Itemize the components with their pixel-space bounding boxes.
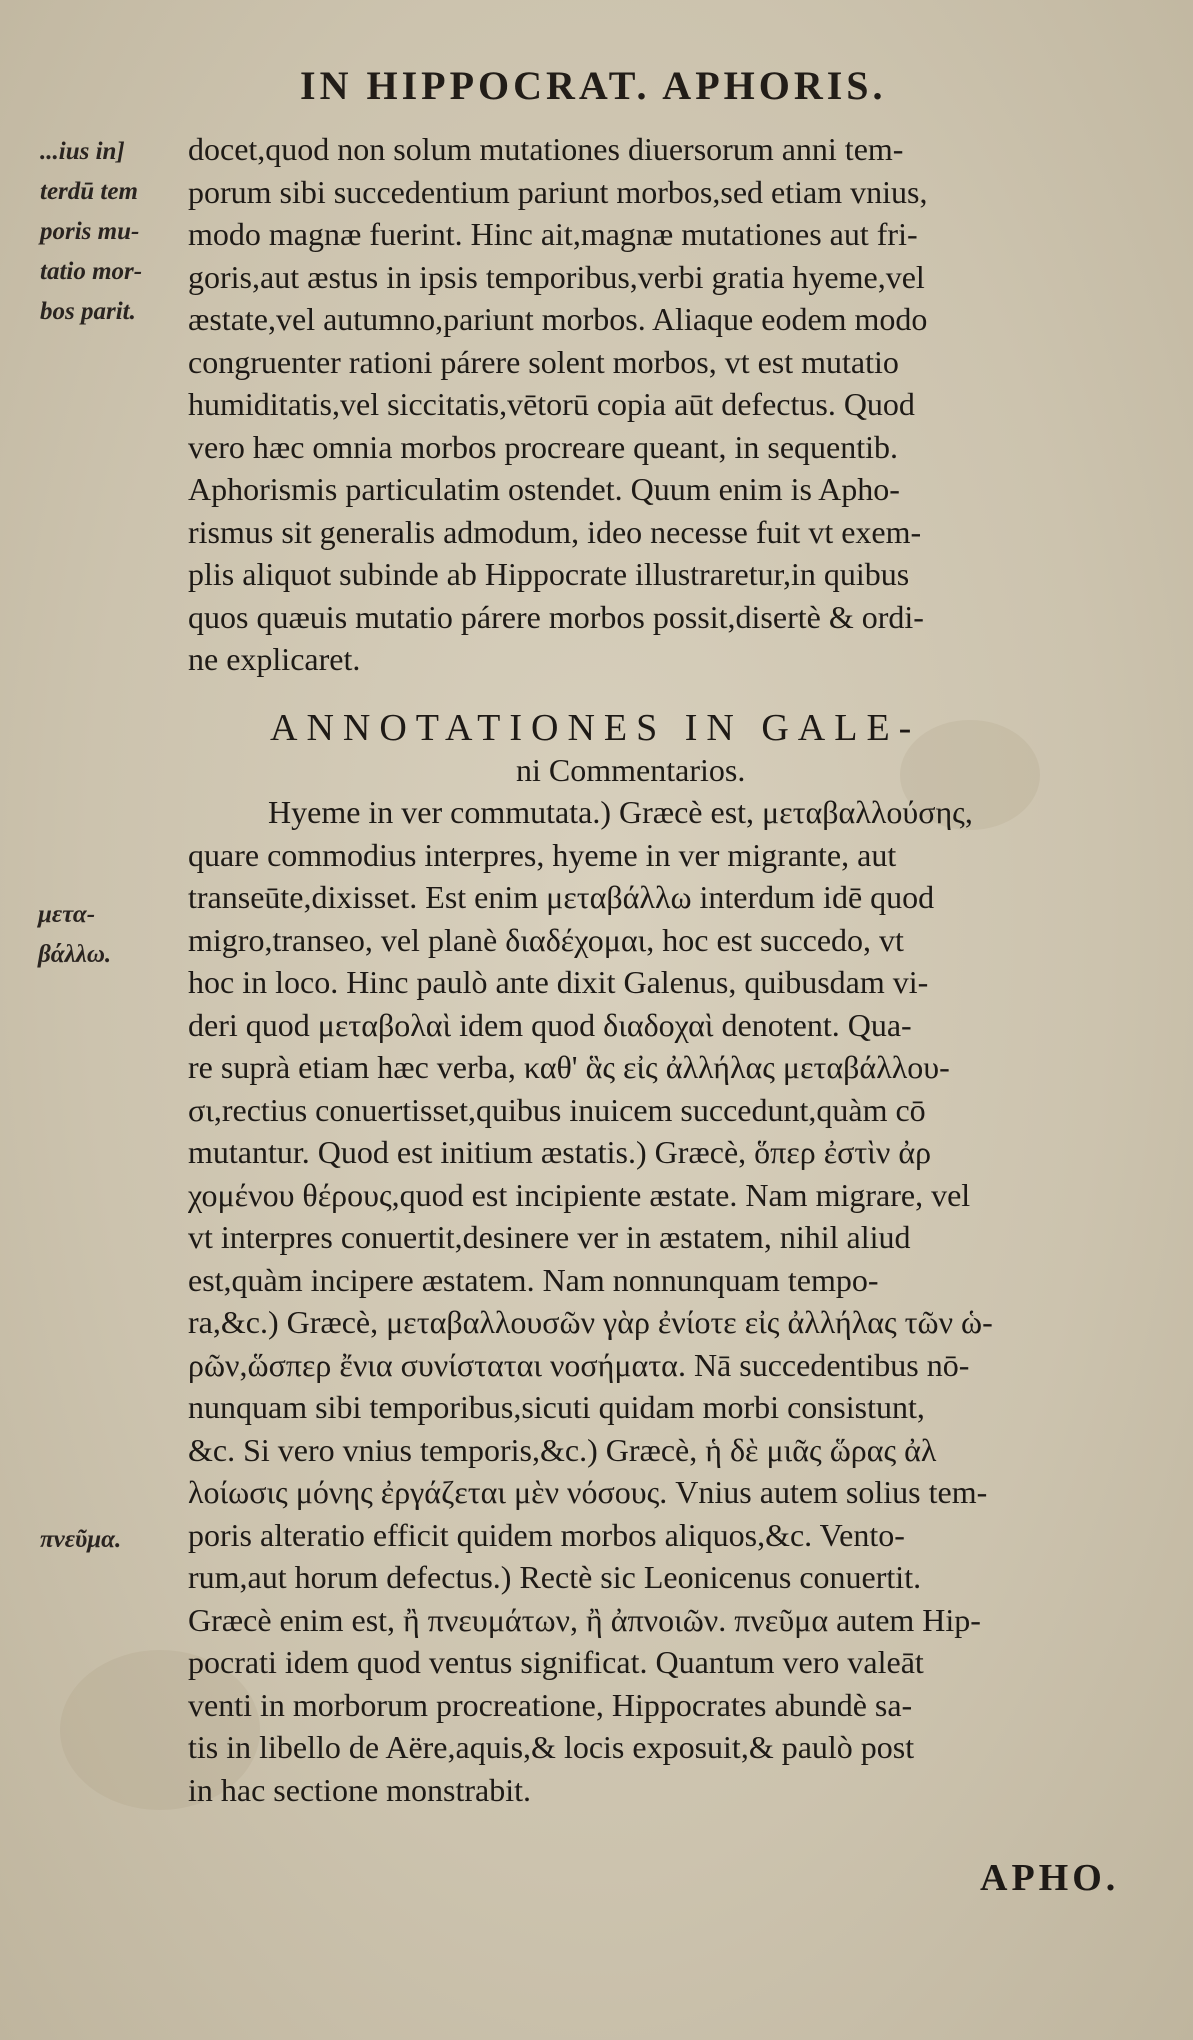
text-line: rismus sit generalis admodum, ideo necesse fuit vt exem- <box>188 513 922 550</box>
section-heading-continued: ni Commentarios. <box>516 752 746 788</box>
margin-note-line: πνεῦμα. <box>40 1526 122 1553</box>
margin-note-line: bos parit. <box>40 298 136 325</box>
text-line: nunquam sibi temporibus,sicuti quidam morbi consistunt, <box>188 1389 925 1425</box>
text-line: quos quæuis mutatio párere morbos possit,disertè & ordi- <box>188 598 924 635</box>
text-line: plis aliquot subinde ab Hippocrate illustraretur,in quibus <box>188 556 910 592</box>
margin-note-line: terdū tem <box>40 178 138 205</box>
text-line: goris,aut æstus in ipsis temporibus,verbi gratia hyeme,vel <box>188 258 925 295</box>
text-line: σι,rectius conuertisset,quibus inuicem succedunt,quàm cō <box>188 1091 926 1128</box>
text-line: &c. Si vero vnius temporis,&c.) Græcè, ἡ δὲ μιᾶς ὥρας ἀλ <box>188 1431 937 1468</box>
catchword: APHO. <box>980 1857 1120 1899</box>
text-line: docet,quod non solum mutationes diuersorum anni tem- <box>188 131 904 167</box>
text-line: ra,&c.) Græcè, μεταβαλλουσῶν γὰρ ἐνίοτε εἰς ἀλλήλας τῶν ὡ- <box>188 1304 993 1340</box>
text-line: vero hæc omnia morbos procreare queant, in sequentib. <box>188 428 898 465</box>
text-line: est,quàm incipere æstatem. Nam nonnunquam tempo- <box>188 1261 879 1298</box>
margin-note-line: tatio mor- <box>40 258 143 285</box>
section-heading: ANNOTATIONES IN GALE- <box>270 707 921 749</box>
text-line: Hyeme in ver commutata.) Græcè est, μεταβαλλούσης, <box>268 794 973 830</box>
margin-note-3 <box>40 1520 180 1560</box>
margin-note-line: poris mu- <box>40 218 140 245</box>
text-line: deri quod μεταβολαὶ idem quod διαδοχαὶ denotent. Qua- <box>188 1006 912 1043</box>
text-line: poris alteratio efficit quidem morbos aliquos,&c. Vento- <box>188 1516 905 1553</box>
text-line: porum sibi succedentium pariunt morbos,sed etiam vnius, <box>188 173 928 210</box>
text-line: quare commodius interpres, hyeme in ver migrante, aut <box>188 836 897 873</box>
text-line: in hac sectione monstrabit. <box>188 1771 532 1808</box>
running-head: IN HIPPOCRAT. APHORIS. <box>300 63 887 108</box>
annotations-text <box>188 791 1143 1811</box>
text-line: modo magnæ fuerint. Hinc ait,magnæ mutationes aut fri- <box>188 216 918 252</box>
text-line: migro,transeo, vel planè διαδέχομαι, hoc est succedo, vt <box>188 921 904 958</box>
text-line: tis in libello de Aëre,aquis,& locis exposuit,& paulò post <box>188 1729 915 1765</box>
margin-note-2 <box>38 895 178 975</box>
text-line: humiditatis,vel siccitatis,vētorū copia aūt defectus. Quod <box>188 386 915 422</box>
margin-note-line: βάλλω. <box>38 941 112 968</box>
text-line: rum,aut horum defectus.) Rectè sic Leonicenus conuertit. <box>188 1559 922 1595</box>
commentary-text <box>188 128 1143 681</box>
text-line: Aphorismis particulatim ostendet. Quum enim is Apho- <box>188 471 900 507</box>
margin-note-line: μετα- <box>38 901 96 928</box>
text-line: re suprà etiam hæc verba, καθ' ἃς εἰς ἀλλήλας μεταβάλλου- <box>188 1049 950 1085</box>
text-line: congruenter rationi párere solent morbos, vt est mutatio <box>188 343 899 380</box>
text-line: pocrati idem quod ventus significat. Quantum vero valeāt <box>188 1644 924 1680</box>
margin-note-1 <box>40 132 190 332</box>
text-line: vt interpres conuertit,desinere ver in æstatem, nihil aliud <box>188 1219 911 1255</box>
text-line: mutantur. Quod est initium æstatis.) Græcè, ὅπερ ἐστὶν ἀρ <box>188 1134 932 1170</box>
text-line: æstate,vel autumno,pariunt morbos. Aliaque eodem modo <box>188 301 928 337</box>
text-line: χομένου θέρους,quod est incipiente æstate. Nam migrare, vel <box>188 1176 971 1213</box>
margin-note-line: ...ius in] <box>40 138 125 165</box>
text-line: transeūte,dixisset. Est enim μεταβάλλω interdum idē quod <box>188 879 935 915</box>
text-line: venti in morborum procreatione, Hippocrates abundè sa- <box>188 1686 913 1723</box>
text-line: ne explicaret. <box>188 641 361 677</box>
text-line: λοίωσις μόνης ἐργάζεται μὲν νόσους. Vnius autem solius tem- <box>188 1474 988 1510</box>
text-line: hoc in loco. Hinc paulò ante dixit Galenus, quibusdam vi- <box>188 964 929 1000</box>
text-line: ρῶν,ὥσπερ ἔνια συνίσταται νοσήματα. Nā succedentibus nō- <box>188 1346 970 1383</box>
text-line: Græcè enim est, ἢ πνευμάτων, ἢ ἀπνοιῶν. πνεῦμα autem Hip- <box>188 1601 981 1638</box>
